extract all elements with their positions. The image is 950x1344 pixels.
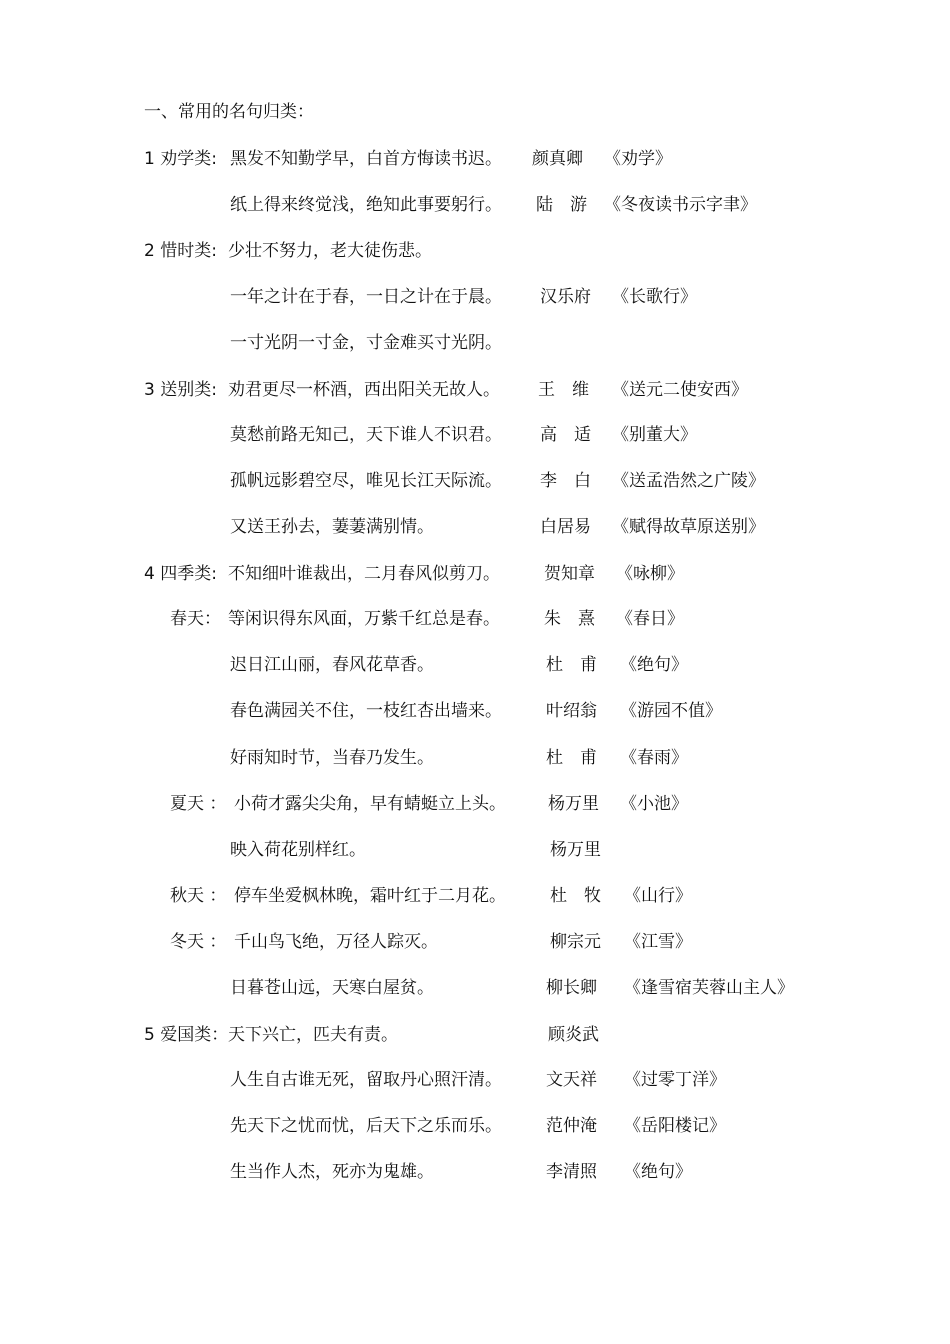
verse-text: 千山鸟飞绝，万径人踪灭。 — [234, 932, 438, 952]
quote-row — [0, 514, 950, 540]
author-name: 柳长卿 — [546, 978, 597, 998]
season-label: 秋天 ： — [170, 886, 227, 906]
verse-text: 好雨知时节，当春乃发生。 — [230, 748, 434, 768]
verse-text: 人生自古谁无死，留取丹心照汗清。 — [230, 1070, 502, 1090]
season-label: 春天： — [170, 609, 221, 629]
category-label: 2 惜时类: — [144, 241, 217, 261]
author-name: 叶绍翁 — [546, 701, 597, 721]
source-title: 《送元二使安西》 — [612, 380, 748, 400]
author-name: 李清照 — [546, 1162, 597, 1182]
quote-row — [0, 606, 950, 632]
verse-text: 纸上得来终觉浅，绝知此事要躬行。 — [230, 195, 502, 215]
verse-text: 一寸光阴一寸金，寸金难买寸光阴。 — [230, 333, 502, 353]
source-title: 《绝句》 — [624, 1162, 692, 1182]
author-name: 柳宗元 — [550, 932, 601, 952]
quote-row — [0, 791, 950, 817]
category-label: 3 送别类: — [144, 380, 217, 400]
verse-text: 孤帆远影碧空尽，唯见长江天际流。 — [230, 471, 502, 491]
verse-text: 少壮不努力，老大徒伤悲。 — [228, 241, 432, 261]
quote-row — [0, 284, 950, 310]
verse-text: 春色满园关不住，一枝红杏出墙来。 — [230, 701, 502, 721]
source-title: 《送孟浩然之广陵》 — [612, 471, 765, 491]
quote-row — [0, 422, 950, 448]
author-name: 陆 游 — [536, 195, 587, 215]
source-title: 《咏柳》 — [616, 564, 684, 584]
author-name: 颜真卿 — [532, 149, 583, 169]
verse-text: 天下兴亡，匹夫有责。 — [228, 1025, 398, 1045]
quote-row — [0, 330, 950, 356]
author-name: 文天祥 — [546, 1070, 597, 1090]
source-title: 《劝学》 — [604, 149, 672, 169]
author-name: 李 白 — [540, 471, 591, 491]
category-label: 5 爱国类： — [144, 1025, 229, 1045]
verse-text: 先天下之忧而忧，后天下之乐而乐。 — [230, 1116, 502, 1136]
source-title: 《绝句》 — [620, 655, 688, 675]
quote-row — [0, 837, 950, 863]
author-name: 杜 牧 — [550, 886, 601, 906]
author-name: 杨万里 — [550, 840, 601, 860]
quote-row — [0, 468, 950, 494]
author-name: 杨万里 — [548, 794, 599, 814]
author-name: 范仲淹 — [546, 1116, 597, 1136]
source-title: 《长歌行》 — [612, 287, 697, 307]
verse-text: 黑发不知勤学早，白首方悔读书迟。 — [230, 149, 502, 169]
author-name: 朱 熹 — [544, 609, 595, 629]
source-title: 《春雨》 — [620, 748, 688, 768]
source-title: 《冬夜读书示字聿》 — [604, 195, 757, 215]
section-heading: 一、常用的名句归类： — [144, 102, 314, 122]
author-name: 高 适 — [540, 425, 591, 445]
quote-row — [0, 238, 950, 264]
source-title: 《春日》 — [616, 609, 684, 629]
season-label: 夏天 ： — [170, 794, 227, 814]
category-label: 4 四季类: — [144, 564, 217, 584]
quote-row — [0, 652, 950, 678]
verse-text: 生当作人杰，死亦为鬼雄。 — [230, 1162, 434, 1182]
quote-row — [0, 377, 950, 403]
source-title: 《游园不值》 — [620, 701, 722, 721]
verse-text: 迟日江山丽，春风花草香。 — [230, 655, 434, 675]
source-title: 《过零丁洋》 — [624, 1070, 726, 1090]
quote-row — [0, 698, 950, 724]
verse-text: 日暮苍山远，天寒白屋贫。 — [230, 978, 434, 998]
author-name: 杜 甫 — [546, 655, 597, 675]
season-label: 冬天 ： — [170, 932, 227, 952]
quote-row — [0, 929, 950, 955]
verse-text: 莫愁前路无知己，天下谁人不识君。 — [230, 425, 502, 445]
source-title: 《岳阳楼记》 — [624, 1116, 726, 1136]
category-label: 1 劝学类: — [144, 149, 217, 169]
quote-row — [0, 1022, 950, 1048]
source-title: 《别董大》 — [612, 425, 697, 445]
verse-text: 又送王孙去，萋萋满别情。 — [230, 517, 434, 537]
author-name: 贺知章 — [544, 564, 595, 584]
verse-text: 小荷才露尖尖角，早有蜻蜓立上头。 — [234, 794, 506, 814]
quote-row — [0, 1113, 950, 1139]
source-title: 《逢雪宿芙蓉山主人》 — [624, 978, 794, 998]
source-title: 《山行》 — [624, 886, 692, 906]
author-name: 王 维 — [538, 380, 589, 400]
quote-row — [0, 745, 950, 771]
source-title: 《小池》 — [620, 794, 688, 814]
author-name: 杜 甫 — [546, 748, 597, 768]
verse-text: 映入荷花别样红。 — [230, 840, 366, 860]
verse-text: 等闲识得东风面，万紫千红总是春。 — [228, 609, 500, 629]
quote-row — [0, 146, 950, 172]
verse-text: 一年之计在于春，一日之计在于晨。 — [230, 287, 502, 307]
verse-text: 劝君更尽一杯酒，西出阳关无故人。 — [228, 380, 500, 400]
author-name: 顾炎武 — [548, 1025, 599, 1045]
quote-row — [0, 1067, 950, 1093]
author-name: 白居易 — [540, 517, 591, 537]
quote-row — [0, 561, 950, 587]
author-name: 汉乐府 — [540, 287, 591, 307]
verse-text: 不知细叶谁裁出，二月春风似剪刀。 — [228, 564, 500, 584]
source-title: 《江雪》 — [624, 932, 692, 952]
quote-row — [0, 883, 950, 909]
verse-text: 停车坐爱枫林晚，霜叶红于二月花。 — [234, 886, 506, 906]
quote-row — [0, 192, 950, 218]
quote-row — [0, 1159, 950, 1185]
source-title: 《赋得故草原送别》 — [612, 517, 765, 537]
quote-row — [0, 975, 950, 1001]
